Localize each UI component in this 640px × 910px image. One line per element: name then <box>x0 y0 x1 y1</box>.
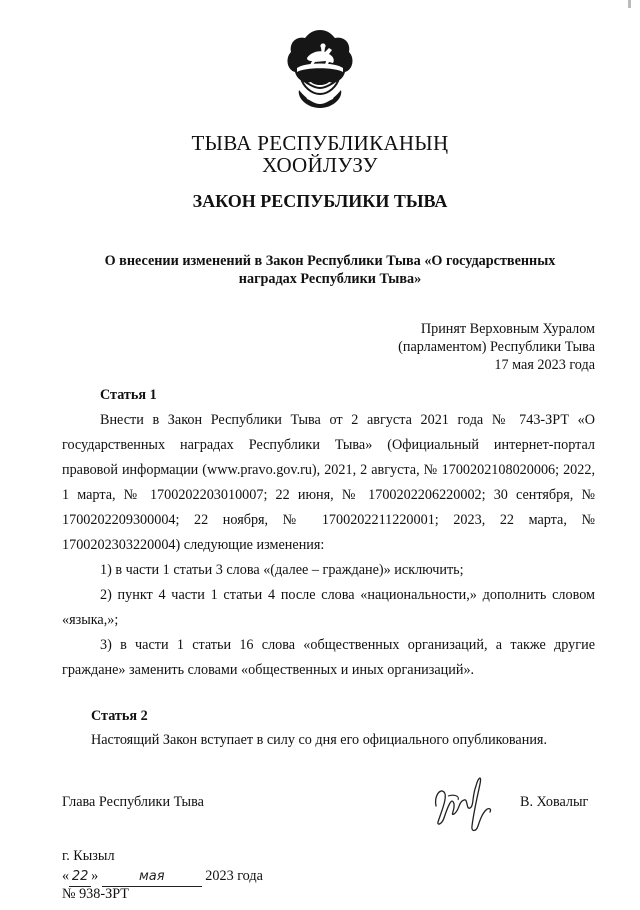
signatory-name: В. Ховалыг <box>520 794 589 810</box>
article1-intro: Внести в Закон Республики Тыва от 2 августа 2021 года № 743-ЗРТ «О государственных наградах Республики Тыва» (Официальный интернет-портал правовой информации (www.pravo.gov.ru), 2021, 2 августа, № 1700202108020006; 2022, 1 марта, № 1700202203010007; 22 июня, № 1700202206220002; 30 сентября, № 1700202209300004; 22 ноября, № 1700202211220001; 2023, 22 марта, № 1700202303220004) следующие изменения: <box>62 412 595 553</box>
law-number: № 938-ЗРТ <box>62 886 129 902</box>
org-name-line2: ХООЙЛУЗУ <box>262 153 378 177</box>
adoption-line2: (парламентом) Республики Тыва <box>398 339 595 355</box>
date-month-handwritten: мая <box>102 867 202 887</box>
date-close-quote: » <box>91 868 99 884</box>
signatory-position: Глава Республики Тыва <box>62 794 204 810</box>
article2-heading: Статья 2 <box>91 708 148 724</box>
date-day-handwritten: 22 <box>69 867 91 887</box>
article1-item3: 3) в части 1 статьи 16 слова «общественных организаций, а также другие граждане» заменить словами «общественных и иных организаций». <box>62 637 595 678</box>
adoption-date: 17 мая 2023 года <box>494 357 595 373</box>
org-name-line1: ТЫВА РЕСПУБЛИКАНЫҢ <box>191 131 449 155</box>
scan-mark <box>628 0 631 8</box>
coat-of-arms-emblem-icon <box>285 28 355 108</box>
date-year: 2023 года <box>205 868 263 884</box>
signing-date <box>62 867 263 887</box>
adoption-note <box>340 320 595 374</box>
law-subject <box>60 252 600 288</box>
article1-item1: 1) в части 1 статьи 3 слова «(далее – граждане)» исключить; <box>100 562 464 578</box>
handwritten-signature-icon <box>428 766 498 836</box>
law-subject-line1: О внесении изменений в Закон Республики Тыва «О государственных <box>104 253 556 269</box>
law-title: ЗАКОН РЕСПУБЛИКИ ТЫВА <box>192 191 448 211</box>
date-open-quote: « <box>62 868 70 884</box>
article1-heading: Статья 1 <box>100 387 157 403</box>
adoption-line1: Принят Верховным Хуралом <box>420 321 595 337</box>
law-subject-line2: наградах Республики Тыва» <box>238 271 422 287</box>
article1-item2: 2) пункт 4 части 1 статьи 4 после слова «национальности,» дополнить словом «языка,»; <box>62 587 595 628</box>
article2-text: Настоящий Закон вступает в силу со дня его официального опубликования. <box>91 732 547 748</box>
signing-city: г. Кызыл <box>62 848 115 864</box>
